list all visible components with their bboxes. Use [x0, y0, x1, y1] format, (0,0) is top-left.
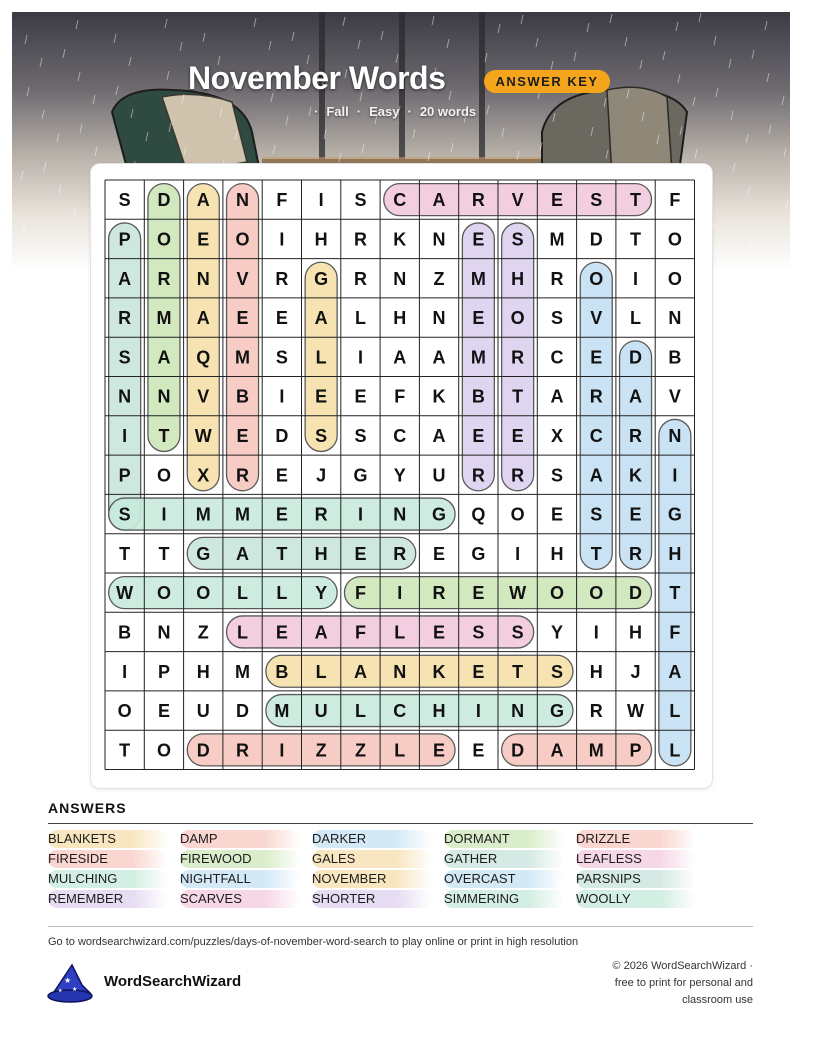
grid-letter: E	[275, 622, 288, 643]
grid-letter: R	[550, 268, 564, 289]
grid-letter: G	[353, 465, 368, 486]
answer-november: NOVEMBER	[312, 870, 432, 888]
grid-letter: U	[196, 701, 210, 722]
grid-letter: I	[279, 740, 285, 761]
grid-letter: F	[354, 583, 366, 604]
grid-letter: A	[668, 661, 682, 682]
grid-letter: M	[156, 308, 172, 329]
grid-letter: C	[393, 701, 407, 722]
grid-letter: E	[275, 308, 288, 329]
grid-letter: I	[161, 504, 167, 525]
grid-letter: E	[590, 347, 603, 368]
grid-letter: H	[589, 661, 603, 682]
grid-letter: M	[235, 347, 251, 368]
copyright-line: © 2026 WordSearchWizard ·	[612, 960, 753, 972]
grid-letter: V	[511, 190, 524, 211]
grid-letter: L	[276, 583, 288, 604]
grid-letter: E	[275, 465, 288, 486]
grid-letter: N	[668, 425, 682, 446]
grid-letter: L	[237, 622, 249, 643]
grid-letter: A	[550, 740, 564, 761]
grid-letter: R	[314, 504, 328, 525]
grid-letter: A	[629, 386, 643, 407]
grid-letter: L	[354, 308, 366, 329]
grid-letter: N	[432, 308, 446, 329]
grid-letter: I	[672, 465, 678, 486]
grid-letter: N	[118, 386, 132, 407]
grid-letter: T	[590, 543, 602, 564]
copyright-note	[553, 958, 753, 1009]
grid-letter: Z	[433, 268, 445, 289]
grid-letter: M	[588, 740, 604, 761]
grid-letter: H	[511, 268, 525, 289]
grid-letter: E	[433, 543, 446, 564]
brand-name: WordSearchWizard	[104, 973, 242, 990]
grid-letter: E	[236, 425, 249, 446]
grid-letter: A	[393, 347, 407, 368]
answer-gales: GALES	[312, 850, 432, 868]
grid-letter: O	[196, 583, 211, 604]
grid-letter: E	[472, 308, 485, 329]
page-title: November Words	[188, 60, 446, 96]
grid-letter: E	[354, 543, 367, 564]
grid-letter: M	[470, 268, 486, 289]
grid-letter: S	[511, 622, 524, 643]
grid-letter: A	[432, 425, 446, 446]
grid-letter: A	[236, 543, 250, 564]
grid-letter: M	[549, 229, 565, 250]
grid-letter: T	[276, 543, 288, 564]
grid-letter: E	[472, 661, 485, 682]
grid-letter: C	[393, 425, 407, 446]
play-online-note: Go to wordsearchwizard.com/puzzles/days-of-november-word-search to play online or print in high resolution	[48, 936, 579, 948]
grid-letter: L	[669, 701, 681, 722]
grid-letter: G	[196, 543, 211, 564]
grid-letter: A	[432, 347, 446, 368]
grid-letter: O	[156, 740, 171, 761]
answer-key-badge: ANSWER KEY	[484, 70, 610, 93]
grid-letter: C	[550, 347, 564, 368]
grid-letter: F	[354, 622, 366, 643]
grid-letter: U	[432, 465, 446, 486]
answer-leafless: LEAFLESS	[576, 850, 696, 868]
grid-letter: R	[275, 268, 289, 289]
grid-letter: N	[236, 190, 250, 211]
grid-letter: O	[156, 583, 171, 604]
grid-letter: A	[432, 190, 446, 211]
grid-letter: O	[235, 229, 250, 250]
grid-letter: R	[629, 543, 643, 564]
grid-letter: P	[118, 465, 131, 486]
grid-letter: T	[630, 190, 642, 211]
grid-letter: S	[118, 347, 131, 368]
grid-letter: E	[511, 425, 524, 446]
grid-letter: I	[122, 661, 128, 682]
grid-letter: I	[279, 386, 285, 407]
grid-letter: S	[118, 504, 131, 525]
grid-letter: I	[279, 229, 285, 250]
grid-letter: I	[357, 347, 363, 368]
grid-letter: R	[393, 543, 407, 564]
answer-darker: DARKER	[312, 830, 432, 848]
grid-letter: F	[276, 190, 288, 211]
grid-letter: A	[157, 347, 171, 368]
grid-letter: K	[432, 661, 446, 682]
grid-letter: L	[354, 701, 366, 722]
svg-text:★: ★	[64, 976, 72, 985]
grid-letter: T	[630, 229, 642, 250]
grid-letter: D	[196, 740, 210, 761]
grid-letter: F	[394, 386, 406, 407]
grid-letter: R	[157, 268, 171, 289]
grid-letter: N	[668, 308, 682, 329]
grid-letter: E	[472, 583, 485, 604]
grid-letter: D	[629, 347, 643, 368]
grid-letter: N	[393, 504, 407, 525]
grid-letter: N	[511, 701, 525, 722]
grid-letter: W	[116, 583, 134, 604]
grid-letter: T	[119, 543, 131, 564]
grid-letter: F	[669, 622, 681, 643]
grid-letter: N	[393, 661, 407, 682]
grid-letter: N	[432, 229, 446, 250]
grid-letter: O	[667, 229, 682, 250]
answer-firewood: FIREWOOD	[180, 850, 300, 868]
answer-parsnips: PARSNIPS	[576, 870, 696, 888]
puzzle-meta	[306, 104, 476, 119]
grid-letter: Y	[393, 465, 406, 486]
grid-letter: I	[397, 583, 403, 604]
grid-letter: V	[590, 308, 603, 329]
grid-letter: Y	[315, 583, 328, 604]
grid-letter: S	[118, 190, 131, 211]
grid-letter: S	[472, 622, 485, 643]
grid-letter: B	[275, 661, 289, 682]
grid-letter: O	[510, 504, 525, 525]
svg-text:★: ★	[72, 986, 78, 993]
grid-letter: R	[471, 465, 485, 486]
grid-letter: T	[512, 386, 524, 407]
grid-letter: R	[353, 229, 367, 250]
dot-separator: ·	[407, 104, 412, 119]
grid-letter: L	[315, 661, 327, 682]
grid-letter: A	[550, 386, 564, 407]
grid-letter: A	[196, 308, 210, 329]
grid-letter: O	[510, 308, 525, 329]
grid-letter: Y	[550, 622, 563, 643]
grid-letter: H	[196, 661, 210, 682]
grid-letter: R	[589, 701, 603, 722]
grid-letter: Q	[471, 504, 486, 525]
grid-letter: G	[471, 543, 486, 564]
grid-letter: L	[630, 308, 642, 329]
grid-letter: S	[550, 308, 563, 329]
grid-letter: Z	[354, 740, 366, 761]
grid-letter: P	[629, 740, 642, 761]
grid-letter: K	[393, 229, 407, 250]
grid-letter: A	[589, 465, 603, 486]
grid-letter: O	[589, 583, 604, 604]
answer-shorter: SHORTER	[312, 890, 432, 908]
grid-letter: R	[511, 347, 525, 368]
grid-letter: M	[195, 504, 211, 525]
grid-letter: H	[668, 543, 682, 564]
grid-letter: G	[549, 701, 564, 722]
answer-simmering: SIMMERING	[444, 890, 564, 908]
grid-letter: K	[432, 386, 446, 407]
grid-letter: S	[354, 190, 367, 211]
grid-letter: T	[158, 425, 170, 446]
answer-scarves: SCARVES	[180, 890, 300, 908]
grid-letter: B	[668, 347, 682, 368]
grid-letter: D	[236, 701, 250, 722]
grid-letter: N	[196, 268, 210, 289]
grid-letter: V	[197, 386, 210, 407]
grid-letter: E	[433, 622, 446, 643]
copyright-line: classroom use	[682, 994, 753, 1006]
answer-overcast: OVERCAST	[444, 870, 564, 888]
grid-letter: L	[315, 347, 327, 368]
grid-letter: U	[314, 701, 328, 722]
grid-letter: E	[315, 386, 328, 407]
answer-damp: DAMP	[180, 830, 300, 848]
grid-letter: S	[275, 347, 288, 368]
answer-mulching: MULCHING	[48, 870, 168, 888]
grid-letter: N	[157, 622, 171, 643]
grid-letter: E	[472, 229, 485, 250]
grid-letter: D	[511, 740, 525, 761]
grid-letter: X	[197, 465, 210, 486]
answer-woolly: WOOLLY	[576, 890, 696, 908]
grid-letter: I	[515, 543, 521, 564]
grid-letter: R	[118, 308, 132, 329]
grid-letters	[116, 190, 682, 760]
grid-letter: A	[314, 622, 328, 643]
puzzle-card	[90, 163, 713, 789]
grid-letter: R	[589, 386, 603, 407]
grid-letter: E	[433, 740, 446, 761]
grid-letter: V	[236, 268, 249, 289]
dot-separator: ·	[356, 104, 362, 119]
grid-letter: E	[157, 701, 170, 722]
grid-letter: A	[196, 190, 210, 211]
grid-letter: I	[122, 425, 128, 446]
grid-letter: C	[393, 190, 407, 211]
grid-letter: R	[511, 465, 525, 486]
wizard-hat-icon	[46, 963, 94, 1005]
grid-letter: R	[353, 268, 367, 289]
grid-letter: E	[197, 229, 210, 250]
grid-letter: F	[669, 190, 681, 211]
answers-heading: ANSWERS	[48, 800, 127, 816]
answer-drizzle: DRIZZLE	[576, 830, 696, 848]
grid-letter: E	[472, 425, 485, 446]
grid-letter: S	[550, 465, 563, 486]
meta-difficulty: Easy	[369, 104, 400, 119]
grid-letter: E	[236, 308, 249, 329]
grid-letter: J	[316, 465, 327, 486]
grid-letter: P	[157, 661, 170, 682]
copyright-line: free to print for personal and	[614, 977, 753, 989]
grid-letter: H	[432, 701, 446, 722]
grid-letter: Q	[196, 347, 211, 368]
grid-letter: R	[629, 425, 643, 446]
grid-letter: L	[394, 622, 406, 643]
grid-letter: X	[550, 425, 563, 446]
grid-letter: D	[275, 425, 289, 446]
grid-letter: B	[471, 386, 485, 407]
grid-letter: A	[118, 268, 132, 289]
grid-letter: E	[629, 504, 642, 525]
grid-letter: J	[630, 661, 641, 682]
grid-letter: T	[119, 740, 131, 761]
grid-letter: M	[274, 701, 290, 722]
svg-text:★: ★	[58, 988, 63, 994]
grid-letter: I	[633, 268, 639, 289]
answer-blankets: BLANKETS	[48, 830, 168, 848]
grid-letter: R	[236, 740, 250, 761]
grid-letter: E	[275, 504, 288, 525]
grid-letter: R	[236, 465, 250, 486]
grid-letter: T	[512, 661, 524, 682]
grid-letter: S	[315, 425, 328, 446]
grid-letter: D	[157, 190, 171, 211]
word-search-grid	[91, 164, 712, 788]
grid-letter: S	[354, 425, 367, 446]
grid-letter: S	[550, 661, 563, 682]
grid-letter: L	[237, 583, 249, 604]
answer-nightfall: NIGHTFALL	[180, 870, 300, 888]
grid-letter: A	[314, 308, 328, 329]
grid-letter: S	[511, 229, 524, 250]
grid-letter: E	[550, 504, 563, 525]
grid-letter: V	[668, 386, 681, 407]
grid-letter: Z	[197, 622, 209, 643]
grid-letter: I	[318, 190, 324, 211]
grid-letter: M	[235, 504, 251, 525]
grid-letter: H	[550, 543, 564, 564]
footer-divider	[48, 926, 753, 927]
grid-letter: C	[589, 425, 603, 446]
answer-dormant: DORMANT	[444, 830, 564, 848]
grid-letter: M	[470, 347, 486, 368]
grid-letter: T	[158, 543, 170, 564]
answer-fireside: FIRESIDE	[48, 850, 168, 868]
grid-letter: R	[471, 190, 485, 211]
grid-letter: I	[593, 622, 599, 643]
grid-letter: G	[667, 504, 682, 525]
answers-divider	[48, 823, 753, 824]
grid-letter: L	[669, 740, 681, 761]
grid-letter: N	[157, 386, 171, 407]
grid-letter: D	[629, 583, 643, 604]
grid-letter: W	[509, 583, 527, 604]
grid-letter: P	[118, 229, 131, 250]
grid-letter: O	[549, 583, 564, 604]
grid-letter: H	[314, 543, 328, 564]
grid-letter: I	[357, 504, 363, 525]
grid-letter: N	[393, 268, 407, 289]
grid-letter: A	[353, 661, 367, 682]
grid-letter: L	[394, 740, 406, 761]
grid-letter: Z	[315, 740, 327, 761]
grid-letter: S	[590, 504, 603, 525]
grid-letter: H	[314, 229, 328, 250]
answer-remember: REMEMBER	[48, 890, 168, 908]
grid-letter: D	[589, 229, 603, 250]
grid-letter: H	[393, 308, 407, 329]
meta-word-count: 20 words	[419, 104, 477, 119]
grid-letter: O	[156, 229, 171, 250]
grid-letter: S	[590, 190, 603, 211]
meta-theme: Fall	[326, 104, 349, 119]
grid-letter: W	[194, 425, 212, 446]
grid-letter: B	[118, 622, 132, 643]
answer-gather: GATHER	[444, 850, 564, 868]
grid-letter: E	[354, 386, 367, 407]
grid-letter: G	[432, 504, 447, 525]
dot-separator: ·	[314, 104, 319, 119]
grid-letter: W	[627, 701, 645, 722]
grid-letter: K	[629, 465, 643, 486]
grid-letter: T	[669, 583, 681, 604]
grid-letter: E	[550, 190, 563, 211]
grid-letter: O	[667, 268, 682, 289]
grid-letter: M	[235, 661, 251, 682]
grid-letter: G	[314, 268, 329, 289]
grid-letter: O	[117, 701, 132, 722]
grid-letter: R	[432, 583, 446, 604]
grid-letter: E	[472, 740, 485, 761]
grid-letter: H	[629, 622, 643, 643]
grid-letter: O	[156, 465, 171, 486]
grid-letter: O	[589, 268, 604, 289]
grid-letter: B	[236, 386, 250, 407]
grid-letter: I	[475, 701, 481, 722]
